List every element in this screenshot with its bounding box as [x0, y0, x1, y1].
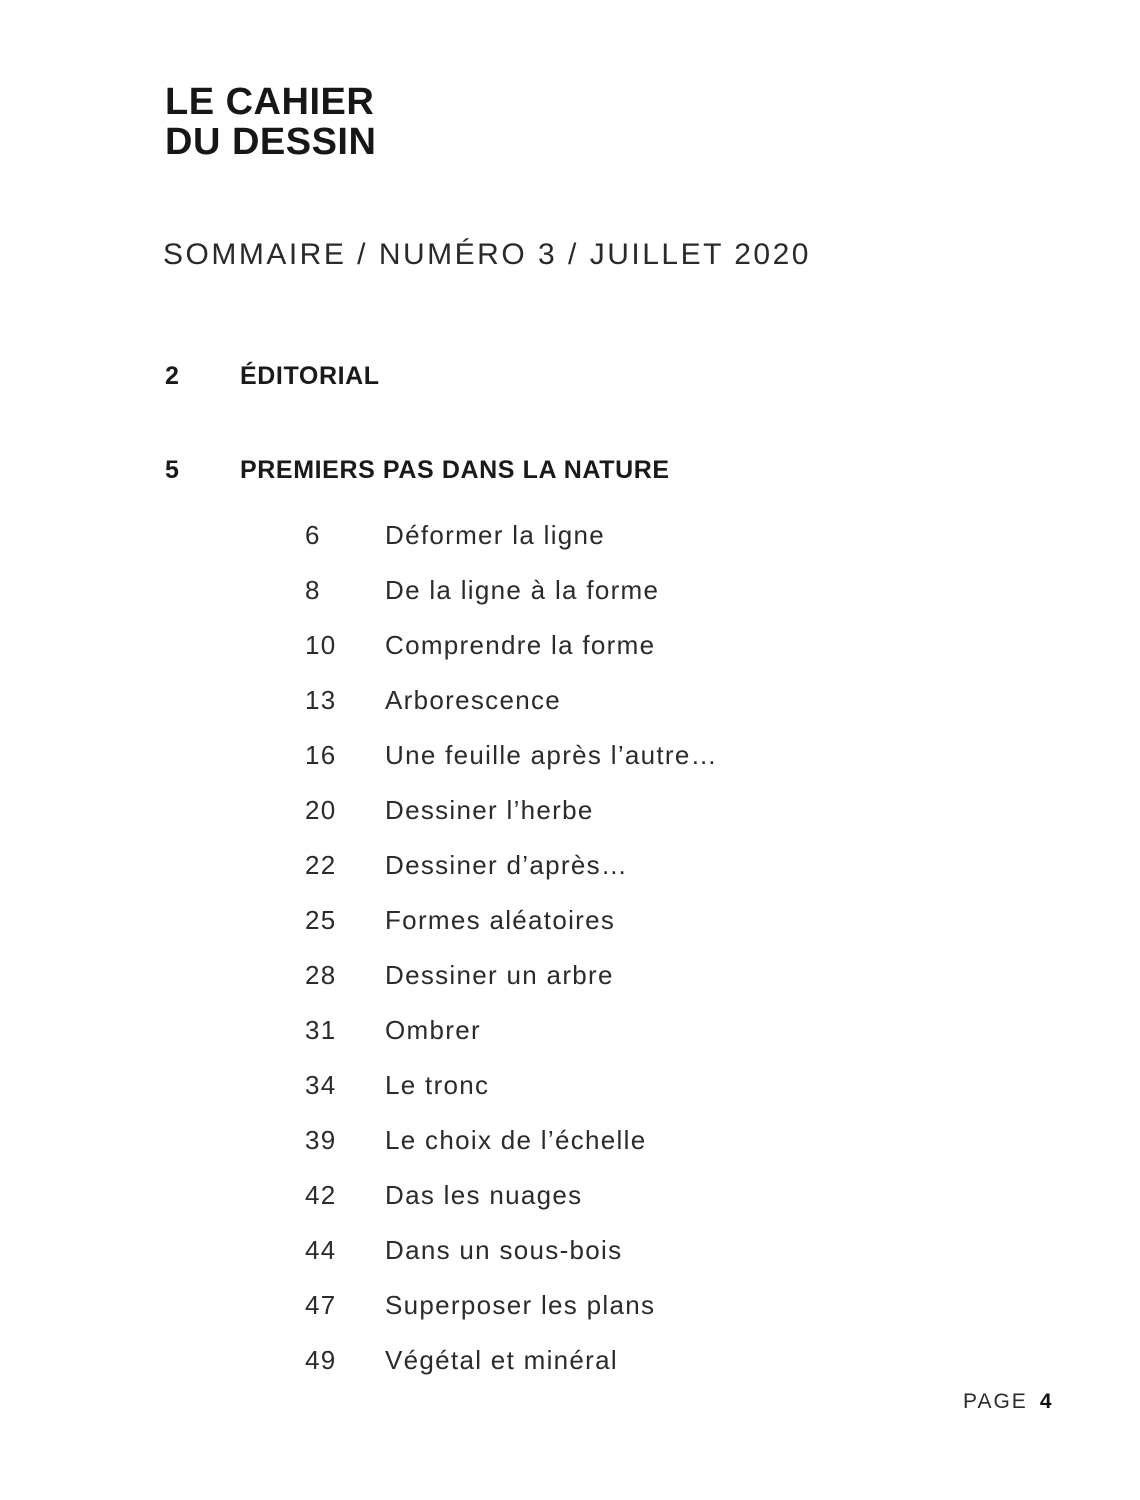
toc-item-row — [165, 629, 1065, 661]
footer-page-number: 4 — [1039, 1390, 1052, 1413]
toc-item-title: Le choix de l’échelle — [385, 1125, 647, 1155]
footer-page-label: PAGE — [963, 1390, 1028, 1413]
toc-item-row — [165, 1289, 1065, 1321]
toc-section-page-number: 2 — [165, 362, 180, 390]
toc-item-row — [165, 739, 1065, 771]
toc-section-title: ÉDITORIAL — [240, 362, 380, 390]
toc-item-page-number: 25 — [305, 905, 337, 935]
toc-item-row — [165, 574, 1065, 606]
toc-item-page-number: 49 — [305, 1345, 337, 1375]
toc-item-page-number: 31 — [305, 1015, 337, 1045]
page-title: SOMMAIRE / NUMÉRO 3 / JUILLET 2020 — [163, 238, 811, 271]
toc-item-title: Formes aléatoires — [385, 905, 616, 935]
toc-item-row — [165, 1344, 1065, 1376]
toc-item-title: Le tronc — [385, 1070, 490, 1100]
toc-item-page-number: 34 — [305, 1070, 337, 1100]
logo-line-1: LE CAHIER — [165, 81, 375, 123]
toc-item-page-number: 39 — [305, 1125, 337, 1155]
toc-sub-items — [165, 519, 1065, 1376]
toc-item-title: Dessiner un arbre — [385, 960, 614, 990]
toc-item-title: Dessiner l’herbe — [385, 795, 594, 825]
toc-item-title: Déformer la ligne — [385, 520, 606, 550]
toc-item-page-number: 28 — [305, 960, 337, 990]
toc-item-title: Superposer les plans — [385, 1290, 656, 1320]
toc-item-row — [165, 1234, 1065, 1266]
toc-item-page-number: 42 — [305, 1180, 337, 1210]
toc-item-row — [165, 684, 1065, 716]
toc-item-page-number: 10 — [305, 630, 337, 660]
toc-section-page-number: 5 — [165, 456, 180, 484]
toc-item-page-number: 13 — [305, 685, 337, 715]
toc-item-page-number: 8 — [305, 575, 321, 605]
toc-item-title: Arborescence — [385, 685, 562, 715]
page-footer — [963, 1390, 1052, 1414]
toc-section-row — [165, 360, 1065, 392]
toc-section-row — [165, 454, 1065, 486]
toc-item-row — [165, 1069, 1065, 1101]
toc-item-row — [165, 1124, 1065, 1156]
toc-item-title: Dans un sous-bois — [385, 1235, 623, 1265]
toc-item-page-number: 16 — [305, 740, 337, 770]
toc-item-row — [165, 519, 1065, 551]
toc-section-title: PREMIERS PAS DANS LA NATURE — [240, 456, 670, 484]
toc-item-page-number: 22 — [305, 850, 337, 880]
toc-item-title: Dessiner d’après… — [385, 850, 629, 880]
toc-item-page-number: 20 — [305, 795, 337, 825]
toc-item-page-number: 6 — [305, 520, 321, 550]
toc-item-title: De la ligne à la forme — [385, 575, 660, 605]
toc-item-row — [165, 959, 1065, 991]
toc-item-title: Das les nuages — [385, 1180, 583, 1210]
toc-item-title: Végétal et minéral — [385, 1345, 618, 1375]
toc-item-title: Comprendre la forme — [385, 630, 656, 660]
toc-item-row — [165, 849, 1065, 881]
toc-item-row — [165, 794, 1065, 826]
toc-item-title: Ombrer — [385, 1015, 481, 1045]
table-of-contents — [165, 360, 1065, 1399]
logo-line-2: DU DESSIN — [165, 121, 377, 163]
toc-item-row — [165, 1014, 1065, 1046]
magazine-logo — [165, 82, 376, 162]
toc-item-row — [165, 1179, 1065, 1211]
toc-item-page-number: 44 — [305, 1235, 337, 1265]
toc-item-row — [165, 904, 1065, 936]
toc-item-page-number: 47 — [305, 1290, 337, 1320]
toc-item-title: Une feuille après l’autre… — [385, 740, 718, 770]
